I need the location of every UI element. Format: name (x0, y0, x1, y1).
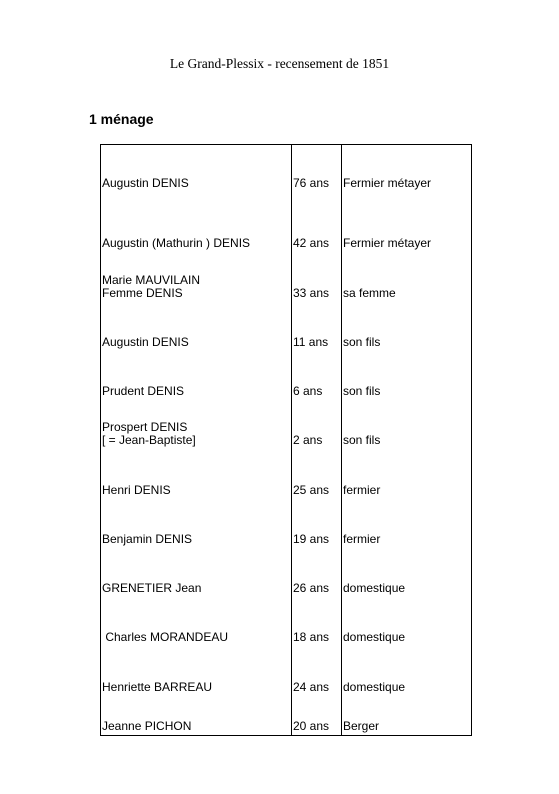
table-row (101, 220, 471, 250)
age-cell: 42 ans (293, 236, 330, 250)
person-name-cell (102, 582, 201, 595)
person-name-cell (102, 681, 212, 694)
person-name-cell (102, 237, 250, 250)
person-name-cell (102, 533, 192, 546)
page-title: Le Grand-Plessix - recensement de 1851 (169, 56, 390, 71)
age-cell: 11 ans (293, 335, 329, 349)
age-cell: 6 ans (293, 384, 323, 398)
person-name-cell (102, 336, 189, 349)
table-row (101, 417, 471, 447)
person-name-cell (102, 631, 228, 644)
role-cell: domestique (343, 630, 406, 644)
table-row (101, 160, 471, 190)
person-name-line: Marie MAUVILAIN (102, 273, 201, 287)
table-row (101, 614, 471, 644)
age-cell: 18 ans (293, 630, 330, 644)
age-cell: 20 ans (293, 719, 330, 733)
role-cell: Berger (343, 719, 380, 733)
person-name-line: Femme DENIS (102, 286, 183, 300)
person-name-cell (102, 274, 200, 300)
role-cell: son fils (343, 335, 381, 349)
person-name-line: Augustin DENIS (102, 176, 189, 190)
census-table (100, 144, 472, 736)
person-name-line: Jeanne PICHON (102, 719, 192, 733)
age-cell: 26 ans (293, 581, 330, 595)
age-cell: 24 ans (293, 680, 330, 694)
role-cell: son fils (343, 384, 381, 398)
table-row (101, 703, 471, 733)
role-cell: domestique (343, 680, 406, 694)
person-name-line: [ = Jean-Baptiste] (102, 433, 196, 447)
table-row (101, 516, 471, 546)
person-name-line: Augustin DENIS (102, 335, 189, 349)
table-row (101, 270, 471, 300)
person-name-line: Augustin (Mathurin ) DENIS (102, 236, 251, 250)
person-name-line: GRENETIER Jean (102, 581, 202, 595)
person-name-line: Charles MORANDEAU (102, 630, 229, 644)
section-heading: 1 ménage (89, 111, 154, 127)
table-row (101, 664, 471, 694)
person-name-line: Henriette BARREAU (102, 680, 213, 694)
person-name-cell (102, 720, 191, 733)
person-name-line: Henri DENIS (102, 483, 171, 497)
age-cell: 25 ans (293, 483, 330, 497)
role-cell: domestique (343, 581, 406, 595)
table-row (101, 368, 471, 398)
age-cell: 2 ans (293, 433, 323, 447)
table-row (101, 319, 471, 349)
role-cell: Fermier métayer (343, 176, 432, 190)
role-cell: son fils (343, 433, 381, 447)
role-cell: fermier (343, 483, 381, 497)
person-name-line: Benjamin DENIS (102, 532, 193, 546)
age-cell: 33 ans (293, 286, 330, 300)
person-name-cell (102, 177, 189, 190)
role-cell: Fermier métayer (343, 236, 432, 250)
age-cell: 19 ans (293, 532, 330, 546)
person-name-cell (102, 484, 171, 497)
role-cell: fermier (343, 532, 381, 546)
person-name-line: Prospert DENIS (102, 420, 188, 434)
table-row (101, 467, 471, 497)
person-name-line: Prudent DENIS (102, 384, 185, 398)
person-name-cell (102, 421, 196, 447)
role-cell: sa femme (343, 286, 396, 300)
table-row (101, 565, 471, 595)
age-cell: 76 ans (293, 176, 330, 190)
person-name-cell (102, 385, 184, 398)
